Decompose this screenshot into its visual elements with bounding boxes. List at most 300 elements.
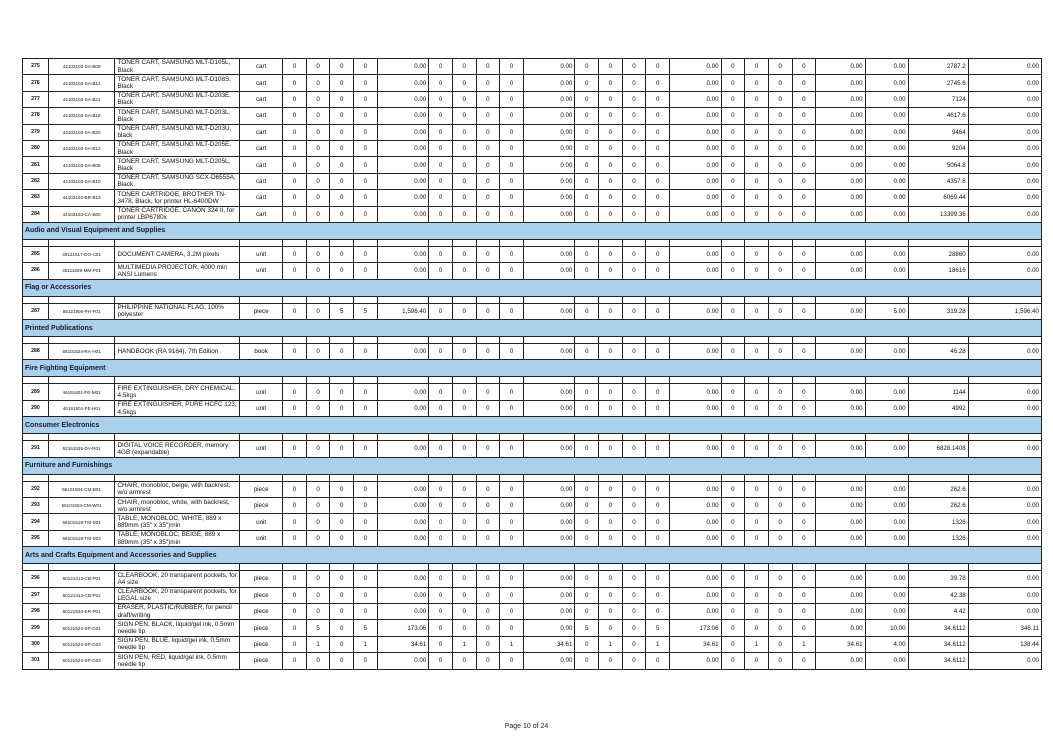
table-row — [23, 653, 1042, 669]
quantity-cell: 0 — [575, 263, 599, 279]
spacer-cell — [575, 296, 599, 303]
quantity-cell: 0 — [622, 514, 646, 530]
quantity-cell: 0 — [476, 571, 500, 587]
quantity-cell: 1 — [745, 636, 769, 652]
quantity-cell: 0 — [429, 514, 453, 530]
item-number-cell: 290 — [23, 400, 49, 416]
quarter-amount-cell: 0.00 — [816, 263, 865, 279]
unit-price-cell: 1144 — [908, 384, 968, 400]
total-quantity-cell: 0.00 — [865, 140, 908, 156]
quarter-amount-cell: 0.00 — [377, 653, 429, 669]
quantity-cell: 0 — [476, 59, 500, 75]
spacer-cell — [792, 474, 816, 481]
quantity-cell: 0 — [575, 636, 599, 652]
spacer-cell — [575, 564, 599, 571]
quantity-cell: 0 — [622, 498, 646, 514]
spacer-cell — [575, 474, 599, 481]
quantity-cell: 0 — [622, 636, 646, 652]
quarter-amount-cell: 0.00 — [669, 441, 721, 457]
quantity-cell: 0 — [745, 653, 769, 669]
quantity-cell: 0 — [646, 206, 670, 222]
quarter-amount-cell: 0.00 — [377, 263, 429, 279]
spacer-cell — [646, 564, 670, 571]
quarter-amount-cell: 0.00 — [377, 587, 429, 603]
table-row — [23, 263, 1042, 279]
quarter-amount-cell: 173.06 — [669, 620, 721, 636]
total-amount-cell: 0.00 — [968, 173, 1041, 189]
spacer-cell — [452, 474, 476, 481]
quarter-amount-cell: 0.00 — [816, 246, 865, 262]
quantity-cell: 0 — [792, 384, 816, 400]
quantity-cell: 5 — [354, 303, 378, 319]
quantity-cell: 1 — [599, 636, 623, 652]
spacer-cell — [669, 377, 721, 384]
spacer-cell — [816, 377, 865, 384]
quantity-cell: 0 — [745, 246, 769, 262]
quantity-cell: 0 — [306, 603, 330, 619]
total-amount-cell: 0.00 — [968, 384, 1041, 400]
quantity-cell: 0 — [500, 108, 524, 124]
quantity-cell: 0 — [599, 124, 623, 140]
item-description-cell: PHILIPPINE NATIONAL FLAG, 100% polyester — [115, 303, 240, 319]
item-number-cell: 278 — [23, 108, 49, 124]
quantity-cell: 0 — [792, 653, 816, 669]
quantity-cell: 0 — [646, 384, 670, 400]
quantity-cell: 0 — [500, 400, 524, 416]
spacer-cell — [968, 564, 1041, 571]
unit-price-cell: 6828.1408 — [908, 441, 968, 457]
unit-price-cell: 319.28 — [908, 303, 968, 319]
spacer-cell — [500, 564, 524, 571]
unit-price-cell: 34.6112 — [908, 653, 968, 669]
quantity-cell: 1 — [306, 636, 330, 652]
quantity-cell: 0 — [283, 636, 307, 652]
quantity-cell: 0 — [500, 498, 524, 514]
unit-price-cell: 42.38 — [908, 587, 968, 603]
quantity-cell: 0 — [768, 441, 792, 457]
spacer-cell — [968, 296, 1041, 303]
item-number-cell: 301 — [23, 653, 49, 669]
total-quantity-cell: 0.00 — [865, 498, 908, 514]
quantity-cell: 0 — [476, 636, 500, 652]
quantity-cell: 0 — [429, 603, 453, 619]
quantity-cell: 0 — [721, 173, 745, 189]
quantity-cell: 0 — [622, 108, 646, 124]
quantity-cell: 0 — [745, 344, 769, 360]
unit-cell: cart — [240, 206, 283, 222]
quantity-cell: 0 — [599, 653, 623, 669]
quarter-amount-cell: 0.00 — [816, 173, 865, 189]
quantity-cell: 0 — [330, 571, 354, 587]
quantity-cell: 0 — [283, 514, 307, 530]
unit-cell: piece — [240, 303, 283, 319]
quantity-cell: 0 — [330, 344, 354, 360]
quarter-amount-cell: 0.00 — [816, 140, 865, 156]
spacer-cell — [377, 337, 429, 344]
quantity-cell: 0 — [476, 190, 500, 206]
total-amount-cell: 0.00 — [968, 441, 1041, 457]
unit-cell: piece — [240, 481, 283, 497]
item-description-cell: TONER CART, SAMSUNG MLT-D205L, Black — [115, 157, 240, 173]
quantity-cell: 0 — [599, 530, 623, 546]
quantity-cell: 0 — [354, 91, 378, 107]
quarter-amount-cell: 0.00 — [377, 571, 429, 587]
unit-cell: piece — [240, 587, 283, 603]
quarter-amount-cell: 0.00 — [669, 498, 721, 514]
spacer-cell — [646, 296, 670, 303]
quarter-amount-cell: 0.00 — [523, 59, 575, 75]
table-row — [23, 303, 1042, 319]
spacer-cell — [500, 296, 524, 303]
quarter-amount-cell: 0.00 — [377, 190, 429, 206]
quantity-cell: 0 — [792, 530, 816, 546]
unit-price-cell: 28860 — [908, 246, 968, 262]
quantity-cell: 1 — [354, 636, 378, 652]
spacer-cell — [476, 377, 500, 384]
total-quantity-cell: 0.00 — [865, 124, 908, 140]
table-row — [23, 400, 1042, 416]
spacer-cell — [330, 377, 354, 384]
item-number-cell: 283 — [23, 190, 49, 206]
quantity-cell: 0 — [622, 603, 646, 619]
quantity-cell: 5 — [575, 620, 599, 636]
quarter-amount-cell: 0.00 — [523, 91, 575, 107]
item-description-cell: DOCUMENT CAMERA, 3.2M pixels — [115, 246, 240, 262]
quantity-cell: 0 — [646, 653, 670, 669]
quantity-cell: 0 — [476, 514, 500, 530]
quantity-cell: 0 — [721, 303, 745, 319]
spacer-cell — [476, 434, 500, 441]
quantity-cell: 0 — [500, 603, 524, 619]
quarter-amount-cell: 34.61 — [669, 636, 721, 652]
total-quantity-cell: 0.00 — [865, 173, 908, 189]
spacer-cell — [599, 377, 623, 384]
spacer-cell — [968, 377, 1041, 384]
spacer-cell — [908, 434, 968, 441]
spacer-cell — [768, 296, 792, 303]
category-header-row — [23, 222, 1042, 239]
spacer-cell — [240, 434, 283, 441]
quarter-amount-cell: 0.00 — [669, 514, 721, 530]
spacer-cell — [768, 474, 792, 481]
spacer-cell — [330, 434, 354, 441]
table-row — [23, 530, 1042, 546]
quantity-cell: 0 — [622, 124, 646, 140]
quantity-cell: 0 — [283, 653, 307, 669]
quantity-cell: 0 — [429, 108, 453, 124]
quantity-cell: 0 — [429, 653, 453, 669]
quantity-cell: 0 — [622, 587, 646, 603]
quantity-cell: 0 — [283, 108, 307, 124]
total-amount-cell: 346.11 — [968, 620, 1041, 636]
item-description-cell: TABLE, MONOBLOC, WHITE, 889 x 889mm (35" x 35")min — [115, 514, 240, 530]
quantity-cell: 0 — [330, 75, 354, 91]
item-number-cell: 285 — [23, 246, 49, 262]
spacer-cell — [354, 377, 378, 384]
quantity-cell: 0 — [354, 108, 378, 124]
quarter-amount-cell: 0.00 — [816, 620, 865, 636]
item-description-cell: FIRE EXTINGUISHER, DRY CHEMICAL, 4.5kgs — [115, 384, 240, 400]
spacer-cell — [908, 239, 968, 246]
spacer-cell — [283, 239, 307, 246]
quantity-cell: 0 — [330, 384, 354, 400]
item-number-cell: 286 — [23, 263, 49, 279]
spacer-cell — [354, 239, 378, 246]
quantity-cell: 0 — [721, 530, 745, 546]
quantity-cell: 0 — [575, 303, 599, 319]
table-row — [23, 384, 1042, 400]
quantity-cell: 0 — [721, 140, 745, 156]
spacer-cell — [792, 296, 816, 303]
unit-cell: unit — [240, 441, 283, 457]
quarter-amount-cell: 0.00 — [377, 75, 429, 91]
quantity-cell: 0 — [452, 173, 476, 189]
quarter-amount-cell: 0.00 — [523, 481, 575, 497]
total-quantity-cell: 0.00 — [865, 587, 908, 603]
quantity-cell: 0 — [354, 498, 378, 514]
quantity-cell: 0 — [306, 190, 330, 206]
item-code-cell: 44103103-CA-B00 — [48, 206, 115, 222]
unit-price-cell: 9464 — [908, 124, 968, 140]
quantity-cell: 0 — [354, 75, 378, 91]
spacer-cell — [968, 474, 1041, 481]
spacer-cell — [283, 377, 307, 384]
spacer-cell — [865, 337, 908, 344]
item-code-cell: 45121517-DO-C01 — [48, 246, 115, 262]
quantity-cell: 0 — [575, 384, 599, 400]
item-code-cell: 56101504-CM-W01 — [48, 498, 115, 514]
quantity-cell: 0 — [500, 75, 524, 91]
quantity-cell: 0 — [646, 514, 670, 530]
quantity-cell: 0 — [792, 344, 816, 360]
quantity-cell: 0 — [283, 571, 307, 587]
unit-price-cell: 262.6 — [908, 498, 968, 514]
quantity-cell: 0 — [476, 481, 500, 497]
table-row — [23, 246, 1042, 262]
quantity-cell: 0 — [429, 303, 453, 319]
spacer-row — [23, 474, 1042, 481]
item-number-cell: 284 — [23, 206, 49, 222]
total-quantity-cell: 4.00 — [865, 636, 908, 652]
item-description-cell: TABLE, MONOBLOC, BEIGE, 889 x 889mm (35" x 35")min — [115, 530, 240, 546]
quantity-cell: 0 — [500, 157, 524, 173]
item-code-cell: 52161535-DV-R01 — [48, 441, 115, 457]
total-amount-cell: 0.00 — [968, 653, 1041, 669]
item-description-cell: CLEARBOOK, 20 transparent pockets, for A4 size — [115, 571, 240, 587]
spacer-cell — [768, 239, 792, 246]
quantity-cell: 0 — [452, 571, 476, 587]
category-label: Arts and Crafts Equipment and Accessories and Supplies — [23, 547, 1042, 564]
quantity-cell: 0 — [768, 498, 792, 514]
quantity-cell: 0 — [646, 75, 670, 91]
quantity-cell: 0 — [354, 571, 378, 587]
quantity-cell: 0 — [622, 173, 646, 189]
item-description-cell: SIGN PEN, BLUE, liquid/gel ink, 0.5mm needle tip — [115, 636, 240, 652]
item-description-cell: ERASER, PLASTIC/RUBBER, for pencil draft/writing — [115, 603, 240, 619]
quantity-cell: 0 — [721, 603, 745, 619]
spacer-cell — [745, 434, 769, 441]
quantity-cell: 0 — [721, 91, 745, 107]
quarter-amount-cell: 0.00 — [816, 441, 865, 457]
quarter-amount-cell: 0.00 — [816, 75, 865, 91]
spacer-cell — [816, 337, 865, 344]
quarter-amount-cell: 0.00 — [523, 157, 575, 173]
spacer-cell — [500, 434, 524, 441]
quarter-amount-cell: 0.00 — [377, 441, 429, 457]
unit-cell: unit — [240, 384, 283, 400]
spacer-cell — [23, 239, 49, 246]
quantity-cell: 0 — [745, 530, 769, 546]
spacer-cell — [500, 337, 524, 344]
quarter-amount-cell: 0.00 — [377, 344, 429, 360]
quantity-cell: 0 — [429, 75, 453, 91]
spacer-cell — [908, 474, 968, 481]
spacer-cell — [523, 337, 575, 344]
item-number-cell: 282 — [23, 173, 49, 189]
quantity-cell: 0 — [745, 603, 769, 619]
quantity-cell: 0 — [599, 514, 623, 530]
quantity-cell: 0 — [306, 530, 330, 546]
quantity-cell: 0 — [792, 571, 816, 587]
quantity-cell: 0 — [575, 603, 599, 619]
quantity-cell: 0 — [622, 481, 646, 497]
spacer-cell — [523, 564, 575, 571]
spacer-cell — [721, 239, 745, 246]
total-quantity-cell: 0.00 — [865, 206, 908, 222]
unit-price-cell: 34.6112 — [908, 620, 968, 636]
quarter-amount-cell: 0.00 — [669, 303, 721, 319]
quantity-cell: 0 — [306, 400, 330, 416]
total-amount-cell: 0.00 — [968, 571, 1041, 587]
quantity-cell: 0 — [721, 263, 745, 279]
quantity-cell: 0 — [575, 587, 599, 603]
quantity-cell: 0 — [622, 246, 646, 262]
quantity-cell: 0 — [500, 620, 524, 636]
quantity-cell: 0 — [354, 59, 378, 75]
quantity-cell: 0 — [721, 157, 745, 173]
unit-cell: cart — [240, 75, 283, 91]
quantity-cell: 1 — [792, 636, 816, 652]
quantity-cell: 0 — [622, 400, 646, 416]
quantity-cell: 0 — [646, 303, 670, 319]
category-header-row — [23, 360, 1042, 377]
quantity-cell: 0 — [306, 75, 330, 91]
quantity-cell: 0 — [476, 384, 500, 400]
quantity-cell: 0 — [721, 246, 745, 262]
table-row — [23, 91, 1042, 107]
quantity-cell: 0 — [599, 140, 623, 156]
spacer-cell — [599, 434, 623, 441]
quarter-amount-cell: 0.00 — [377, 108, 429, 124]
item-description-cell: TONER CARTRIDGE, BROTHER TN-3478, Black, for printer HL-6400DW — [115, 190, 240, 206]
quantity-cell: 0 — [330, 603, 354, 619]
unit-price-cell: 4357.6 — [908, 173, 968, 189]
spacer-cell — [429, 434, 453, 441]
table-row — [23, 59, 1042, 75]
quantity-cell: 0 — [306, 263, 330, 279]
item-code-cell: 55121905-PH-F01 — [48, 303, 115, 319]
total-quantity-cell: 0.00 — [865, 108, 908, 124]
quarter-amount-cell: 0.00 — [377, 124, 429, 140]
quarter-amount-cell: 0.00 — [523, 653, 575, 669]
total-quantity-cell: 10.00 — [865, 620, 908, 636]
item-code-cell: 44103103-SA-B14 — [48, 75, 115, 91]
quantity-cell: 0 — [429, 481, 453, 497]
quantity-cell: 0 — [768, 636, 792, 652]
quantity-cell: 0 — [622, 190, 646, 206]
quantity-cell: 0 — [330, 498, 354, 514]
item-code-cell: 46191601-FE-M01 — [48, 384, 115, 400]
quarter-amount-cell: 0.00 — [523, 530, 575, 546]
total-quantity-cell: 5.00 — [865, 303, 908, 319]
spacer-cell — [721, 337, 745, 344]
quantity-cell: 0 — [646, 108, 670, 124]
quantity-cell: 0 — [646, 263, 670, 279]
spacer-cell — [622, 239, 646, 246]
spacer-cell — [599, 564, 623, 571]
quantity-cell: 0 — [354, 587, 378, 603]
quantity-cell: 0 — [599, 481, 623, 497]
quantity-cell: 0 — [306, 441, 330, 457]
quarter-amount-cell: 0.00 — [669, 91, 721, 107]
procurement-plan-table — [22, 58, 1042, 670]
quantity-cell: 0 — [330, 441, 354, 457]
unit-cell: cart — [240, 108, 283, 124]
quantity-cell: 0 — [599, 571, 623, 587]
spacer-cell — [792, 564, 816, 571]
quantity-cell: 0 — [500, 173, 524, 189]
total-amount-cell: 0.00 — [968, 587, 1041, 603]
unit-price-cell: 6069.44 — [908, 190, 968, 206]
quantity-cell: 0 — [768, 124, 792, 140]
quantity-cell: 0 — [429, 190, 453, 206]
quantity-cell: 0 — [429, 263, 453, 279]
spacer-cell — [575, 337, 599, 344]
spacer-cell — [23, 337, 49, 344]
quantity-cell: 0 — [283, 190, 307, 206]
category-header-row — [23, 417, 1042, 434]
unit-price-cell: 18616 — [908, 263, 968, 279]
quantity-cell: 0 — [768, 603, 792, 619]
item-number-cell: 280 — [23, 140, 49, 156]
unit-price-cell: 13399.36 — [908, 206, 968, 222]
quarter-amount-cell: 0.00 — [523, 75, 575, 91]
total-amount-cell: 0.00 — [968, 206, 1041, 222]
spacer-cell — [115, 377, 240, 384]
quarter-amount-cell: 0.00 — [669, 173, 721, 189]
spacer-cell — [283, 296, 307, 303]
quantity-cell: 0 — [768, 514, 792, 530]
spacer-cell — [377, 564, 429, 571]
quantity-cell: 0 — [792, 481, 816, 497]
total-amount-cell: 0.00 — [968, 263, 1041, 279]
quantity-cell: 0 — [330, 91, 354, 107]
quantity-cell: 0 — [330, 173, 354, 189]
quantity-cell: 0 — [500, 653, 524, 669]
item-number-cell: 299 — [23, 620, 49, 636]
spacer-row — [23, 564, 1042, 571]
quarter-amount-cell: 0.00 — [523, 620, 575, 636]
quantity-cell: 0 — [745, 620, 769, 636]
quantity-cell: 0 — [646, 190, 670, 206]
quantity-cell: 0 — [622, 140, 646, 156]
quantity-cell: 0 — [768, 157, 792, 173]
quantity-cell: 0 — [500, 246, 524, 262]
spacer-cell — [669, 239, 721, 246]
total-amount-cell: 138.44 — [968, 636, 1041, 652]
table-row — [23, 636, 1042, 652]
total-quantity-cell: 0.00 — [865, 190, 908, 206]
